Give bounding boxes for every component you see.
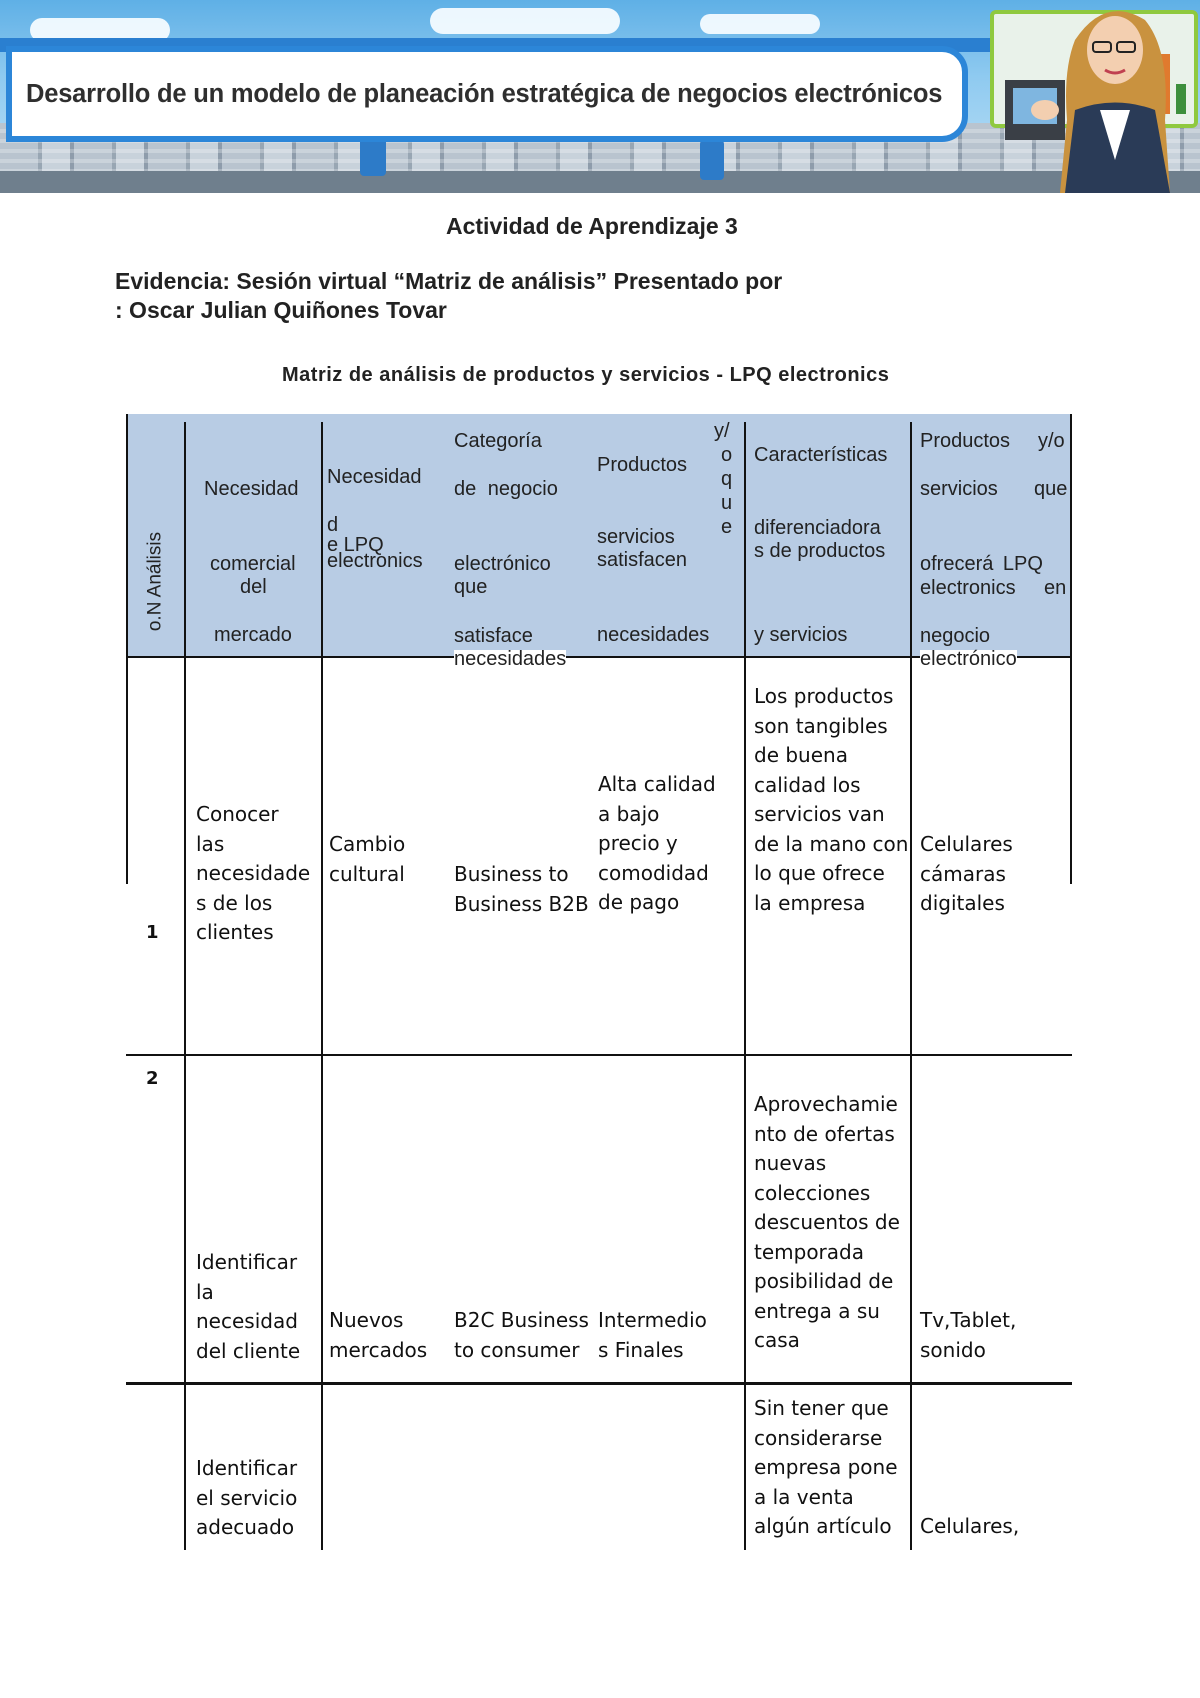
banner-title-box: [6, 46, 968, 142]
activity-heading: Actividad de Aprendizaje 3: [446, 213, 738, 239]
banner-title: Desarrollo de un modelo de planeación estratégica de negocios electrónicos: [26, 79, 943, 108]
row3-features: Sin tener que considerarse empresa pone a la venta algún artículo: [754, 1396, 898, 1538]
evidence-line-2: : Oscar Julian Quiñones Tovar: [115, 297, 447, 323]
evidence-line-1: Evidencia: Sesión virtual “Matriz de análisis” Presentado por: [115, 268, 783, 294]
row2-category: B2C Business to consumer: [454, 1308, 589, 1362]
presenter-illustration: [1005, 0, 1200, 193]
row2-offer: Tv,Tablet, sonido: [920, 1308, 1017, 1362]
row1-offer: Celulares cámaras digitales: [920, 832, 1013, 915]
header-col-number: o.N Análisis: [144, 531, 166, 632]
row1-lpq-need: Cambio cultural: [329, 832, 406, 886]
row1-market-need: Conocer las necesidade s de los clientes: [196, 802, 311, 944]
row2-market-need: Identificar la necesidad del cliente: [196, 1250, 301, 1363]
row2-lpq-need: Nuevos mercados: [329, 1308, 428, 1362]
header-banner: [0, 0, 1200, 193]
row3-market-need: Identificar el servicio adecuado: [196, 1456, 298, 1539]
row2-features: Aprovechamie nto de ofertas nuevas colecciones descuentos de temporada posibilidad de entrega a su casa: [754, 1092, 900, 1352]
row2-products: Intermedio s Finales: [598, 1308, 707, 1362]
row1-products: Alta calidad a bajo precio y comodidad de pago: [598, 772, 716, 914]
matrix-title: Matriz de análisis de productos y servicios - LPQ electronics: [282, 364, 890, 386]
row3-offer: Celulares,: [920, 1514, 1020, 1538]
row1-features: Los productos son tangibles de buena calidad los servicios van de la mano con lo que ofrece la empresa: [754, 684, 909, 915]
row1-category: Business to Business B2B: [454, 862, 589, 916]
